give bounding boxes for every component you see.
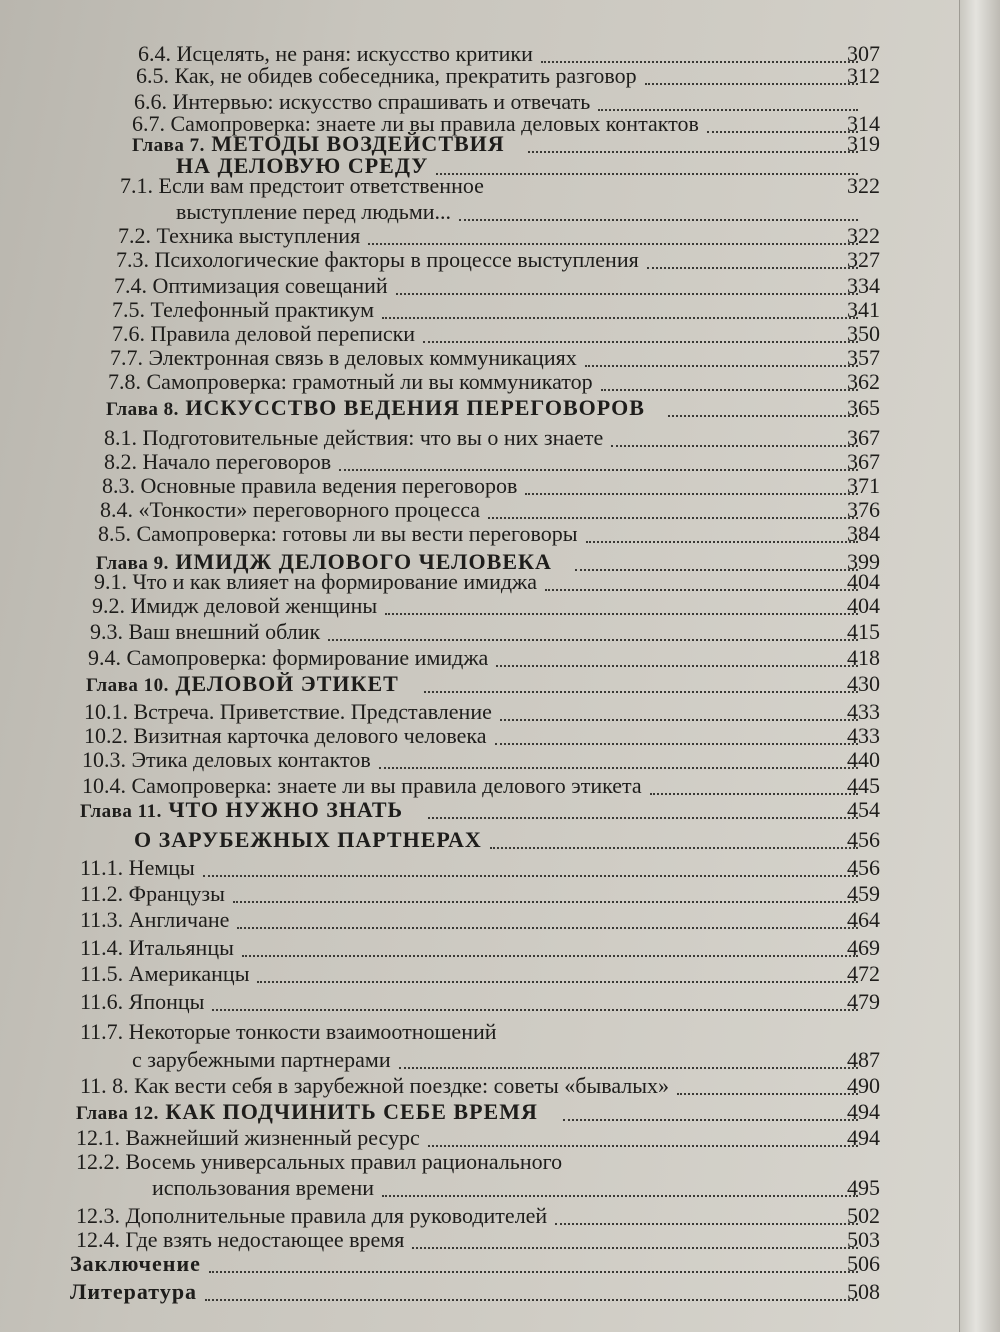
dot-leader (379, 767, 858, 769)
toc-entry-title: 6.6. Интервью: искусство спрашивать и отвечать (134, 89, 591, 114)
page-number: 371 (847, 473, 880, 498)
toc-entry-title: 10.4. Самопроверка: знаете ли вы правила делового этикета (82, 773, 642, 798)
toc-entry-title: 8.1. Подготовительные действия: что вы о них знаете (104, 425, 604, 450)
page-number: 508 (847, 1279, 880, 1304)
toc-entry-row (0, 1018, 960, 1046)
page-number: 469 (847, 935, 880, 960)
toc-entry-title (80, 796, 403, 826)
toc-entry-title: 11.2. Французы (80, 881, 225, 906)
next-page-edge (959, 0, 1000, 1332)
toc-entry-title: 11.1. Немцы (80, 855, 195, 880)
toc-entry-title: 7.2. Техника выступления (118, 223, 361, 248)
toc-entry-row (0, 1072, 960, 1100)
toc-entry-title: выступление перед людьми... (176, 199, 452, 224)
dot-leader (242, 955, 858, 957)
dot-leader (459, 219, 858, 221)
toc-entry-title: Литература (70, 1279, 198, 1304)
page-number: 307 (847, 41, 880, 66)
page-number: 312 (847, 63, 880, 88)
toc-entry-row (0, 854, 960, 882)
page-number: 418 (847, 645, 880, 670)
toc-entry-title: 8.2. Начало переговоров (104, 449, 332, 474)
toc-entry-row (0, 988, 960, 1016)
page-number: 445 (847, 773, 880, 798)
page-number: 433 (847, 699, 880, 724)
page-number: 494 (847, 1125, 880, 1150)
page-number: 494 (847, 1099, 880, 1124)
page-number: 415 (847, 619, 880, 644)
toc-entry-row (0, 1148, 960, 1176)
toc-entry-title: 12.2. Восемь универсальных правил рационального (76, 1149, 563, 1174)
toc-entry-row (0, 618, 960, 646)
chapter-number: Глава 10. (86, 675, 169, 696)
page-number: 479 (847, 989, 880, 1014)
toc-entry-title: 12.3. Дополнительные правила для руководителей (76, 1203, 548, 1228)
chapter-title: ЧТО НУЖНО ЗНАТЬ (168, 797, 404, 822)
dot-leader (545, 589, 858, 591)
dot-leader (212, 1009, 858, 1011)
toc-entry-title: 11.5. Американцы (80, 961, 250, 986)
dot-leader (586, 541, 858, 543)
dot-leader (495, 743, 858, 745)
chapter-title: КАК ПОДЧИНИТЬ СЕБЕ ВРЕМЯ (165, 1099, 538, 1124)
page-number: 362 (847, 369, 880, 394)
dot-leader (428, 817, 858, 819)
toc-entry-title: 12.4. Где взять недостающее время (76, 1227, 405, 1252)
toc-chapter-row (0, 670, 960, 698)
toc-entry-title: 10.3. Этика деловых контактов (82, 747, 371, 772)
page-number: 503 (847, 1227, 880, 1252)
toc-chapter-row (0, 394, 960, 422)
dot-leader (237, 927, 858, 929)
chapter-title: ИМИДЖ ДЕЛОВОГО ЧЕЛОВЕКА (175, 549, 552, 574)
page-number: 487 (847, 1047, 880, 1072)
page-number: 430 (847, 671, 880, 696)
toc-entry-title: 9.4. Самопроверка: формирование имиджа (88, 645, 489, 670)
page-number: 490 (847, 1073, 880, 1098)
toc-entry-title: 8.5. Самопроверка: готовы ли вы вести переговоры (98, 521, 578, 546)
toc-entry-title: 6.7. Самопроверка: знаете ли вы правила деловых контактов (132, 111, 699, 136)
dot-leader (496, 665, 858, 667)
dot-leader (585, 365, 858, 367)
dot-leader (205, 1299, 858, 1301)
dot-leader (423, 341, 858, 343)
toc-entry-title: 7.3. Психологические факторы в процессе выступления (116, 247, 639, 272)
dot-leader (399, 1067, 858, 1069)
toc-entry-row (0, 368, 960, 396)
page-number: 350 (847, 321, 880, 346)
page-number: 322 (847, 223, 880, 248)
toc-entry-row (0, 746, 960, 774)
dot-leader (385, 613, 858, 615)
dot-leader (382, 1195, 858, 1197)
dot-leader (209, 1271, 858, 1273)
chapter-number: Глава 7. (132, 135, 205, 156)
toc-chapter-row (0, 1278, 960, 1306)
toc-entry-title: 11.6. Японцы (80, 989, 205, 1014)
toc-entry-title: 7.8. Самопроверка: грамотный ли вы коммуникатор (108, 369, 593, 394)
dot-leader (412, 1247, 858, 1249)
page-number: 464 (847, 907, 880, 932)
toc-entry-title: НА ДЕЛОВУЮ СРЕДУ (176, 153, 429, 178)
toc-entry-title: 12.1. Важнейший жизненный ресурс (76, 1125, 420, 1150)
toc-entry-row (0, 644, 960, 672)
dot-leader (424, 691, 858, 693)
toc-entry-title: 9.3. Ваш внешний облик (90, 619, 321, 644)
page-number: 384 (847, 521, 880, 546)
dot-leader (488, 517, 858, 519)
toc-entry-row (0, 62, 960, 90)
page-number: 506 (847, 1251, 880, 1276)
chapter-number: Глава 9. (96, 553, 169, 574)
dot-leader (500, 719, 858, 721)
dot-leader (428, 1145, 858, 1147)
toc-entry-row (0, 880, 960, 908)
toc-entry-title: 10.1. Встреча. Приветствие. Представление (84, 699, 492, 724)
toc-entry-title: 8.4. «Тонкости» переговорного процесса (100, 497, 481, 522)
toc-entry-row (0, 172, 960, 200)
toc-chapter-row (0, 1250, 960, 1278)
dot-leader (328, 639, 858, 641)
page-number: 319 (847, 131, 880, 156)
page-number: 357 (847, 345, 880, 370)
toc-entry-title: 9.2. Имидж деловой женщины (92, 593, 378, 618)
page-number: 334 (847, 273, 880, 298)
page-number: 433 (847, 723, 880, 748)
toc-entry-title: 9.1. Что и как влияет на формирование имиджа (94, 569, 538, 594)
toc-entry-row (0, 1174, 960, 1202)
page-number: 322 (847, 173, 880, 198)
dot-leader (233, 901, 858, 903)
toc-entry-row (0, 934, 960, 962)
toc-entry-row (0, 246, 960, 274)
toc-entry-title: 11.3. Англичане (80, 907, 230, 932)
chapter-number: Глава 11. (80, 801, 162, 822)
page-number: 376 (847, 497, 880, 522)
toc-entry-title: 7.7. Электронная связь в деловых коммуникациях (110, 345, 577, 370)
dot-leader (368, 243, 858, 245)
page-number: 456 (847, 855, 880, 880)
toc-entry-title: с зарубежными партнерами (132, 1047, 391, 1072)
page-number: 404 (847, 569, 880, 594)
toc-entry-title: 11. 8. Как вести себя в зарубежной поездке: советы «бывалых» (80, 1073, 670, 1098)
chapter-title: ДЕЛОВОЙ ЭТИКЕТ (175, 671, 399, 696)
chapter-number: Глава 8. (106, 399, 179, 420)
dot-leader (382, 317, 858, 319)
toc-entry-title: 11.4. Итальянцы (80, 935, 234, 960)
toc-chapter-row (0, 796, 960, 824)
page-number: 502 (847, 1203, 880, 1228)
toc-entry-row (0, 906, 960, 934)
toc-entry-row (0, 1046, 960, 1074)
toc-entry-row (0, 592, 960, 620)
toc-chapter-row (0, 826, 960, 854)
toc-entry-title: 7.5. Телефонный практикум (112, 297, 375, 322)
toc-chapter-row (0, 1098, 960, 1126)
toc-entry-title: 7.1. Если вам предстоит ответственное (120, 173, 484, 198)
toc-entry-title (106, 394, 645, 424)
page-number: 459 (847, 881, 880, 906)
toc-entry-title: 11.7. Некоторые тонкости взаимоотношений (80, 1019, 497, 1044)
dot-leader (257, 981, 858, 983)
page-number: 367 (847, 449, 880, 474)
toc-entry-title: Заключение (70, 1251, 201, 1276)
toc-entry-title: 7.4. Оптимизация совещаний (114, 273, 388, 298)
page-number: 456 (847, 827, 880, 852)
page-number: 495 (847, 1175, 880, 1200)
page-number: 440 (847, 747, 880, 772)
toc-entry-title: 6.4. Исцелять, не раня: искусство критики (138, 41, 533, 66)
chapter-title: ИСКУССТВО ВЕДЕНИЯ ПЕРЕГОВОРОВ (185, 395, 645, 420)
page-number: 367 (847, 425, 880, 450)
page-number: 341 (847, 297, 880, 322)
page-number: 454 (847, 797, 880, 822)
toc-entry-title (86, 670, 399, 700)
dot-leader (555, 1223, 858, 1225)
toc-entry-title: 6.5. Как, не обидев собеседника, прекратить разговор (136, 63, 637, 88)
dot-leader (396, 293, 858, 295)
page-number: 365 (847, 395, 880, 420)
toc-entry-title: использования времени (152, 1175, 375, 1200)
chapter-title: МЕТОДЫ ВОЗДЕЙСТВИЯ (211, 131, 505, 156)
toc-entry-title: 8.3. Основные правила ведения переговоров (102, 473, 518, 498)
page-number: 327 (847, 247, 880, 272)
toc-entry-row (0, 960, 960, 988)
toc-entry-title: О ЗАРУБЕЖНЫХ ПАРТНЕРАХ (134, 827, 482, 852)
chapter-number: Глава 12. (76, 1103, 159, 1124)
page-number: 472 (847, 961, 880, 986)
dot-leader (203, 875, 858, 877)
toc-entry-row (0, 520, 960, 548)
page-number: 404 (847, 593, 880, 618)
dot-leader (490, 847, 858, 849)
dot-leader (525, 493, 858, 495)
dot-leader (339, 469, 858, 471)
toc-entry-title: 10.2. Визитная карточка делового человека (84, 723, 487, 748)
dot-leader (563, 1119, 858, 1121)
page-number: 314 (847, 111, 880, 136)
page-number: 399 (847, 549, 880, 574)
toc-entry-title: 7.6. Правила деловой переписки (112, 321, 416, 346)
